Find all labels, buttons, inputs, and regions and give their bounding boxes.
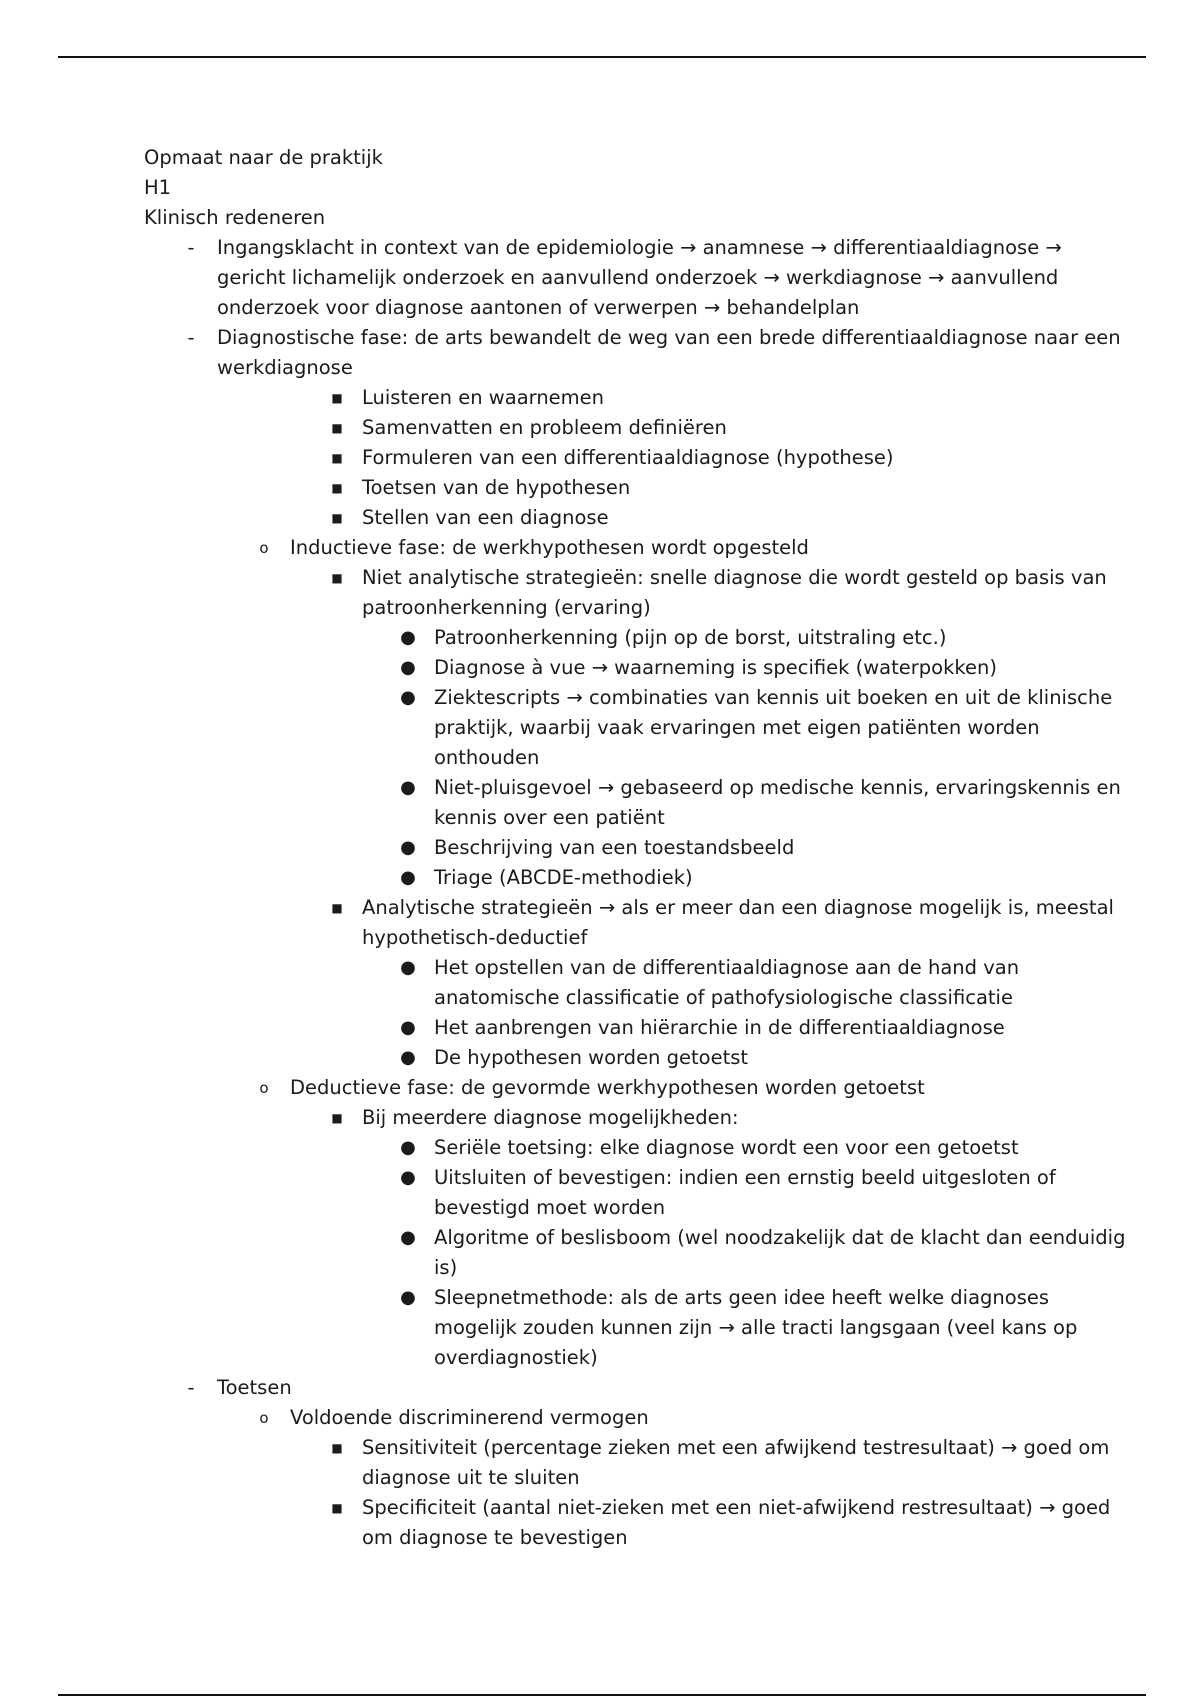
square-bullet-icon: ■	[331, 1501, 343, 1515]
top-rule	[58, 56, 1146, 58]
dot-bullet-icon: ●	[400, 1287, 416, 1308]
list-item: ● Het aanbrengen van hiërarchie in de differentiaaldiagnose	[144, 1013, 1134, 1043]
list-item: ● Het opstellen van de differentiaaldiagnose aan de hand van anatomische classificatie of pathofysiologische classificatie	[144, 953, 1134, 1013]
list-item: ● De hypothesen worden getoetst	[144, 1043, 1134, 1073]
list-item: o Voldoende discriminerend vermogen	[144, 1403, 1134, 1433]
list-item: ■ Toetsen van de hypothesen	[144, 473, 1134, 503]
dot-bullet-icon: ●	[400, 1167, 416, 1188]
dot-bullet-icon: ●	[400, 1047, 416, 1068]
dot-bullet-icon: ●	[400, 957, 416, 978]
section-heading: Klinisch redeneren	[144, 206, 326, 229]
list-item: ● Beschrijving van een toestandsbeeld	[144, 833, 1134, 863]
list-item: - Toetsen	[144, 1373, 1134, 1403]
bottom-rule	[58, 1694, 1146, 1696]
dash-marker: -	[187, 236, 195, 259]
document-title: Opmaat naar de praktijk	[144, 146, 383, 169]
circle-bullet-icon: o	[259, 539, 269, 557]
square-bullet-icon: ■	[331, 391, 343, 405]
square-bullet-icon: ■	[331, 571, 343, 585]
square-bullet-icon: ■	[331, 1441, 343, 1455]
list-item: ● Patroonherkenning (pijn op de borst, uitstraling etc.)	[144, 623, 1134, 653]
circle-bullet-icon: o	[259, 1409, 269, 1427]
square-bullet-icon: ■	[331, 901, 343, 915]
list-item: ● Uitsluiten of bevestigen: indien een ernstig beeld uitgesloten of bevestigd moet worden	[144, 1163, 1134, 1223]
list-item: - Ingangsklacht in context van de epidemiologie → anamnese → differentiaaldiagnose → gericht lichamelijk onderzoek en aanvullend onderzoek → werkdiagnose → aanvullend onderzoek voor diagnose aantonen of verwerpen → behandelplan	[144, 233, 1134, 323]
list-item: ■ Niet analytische strategieën: snelle diagnose die wordt gesteld op basis van patroonherkenning (ervaring)	[144, 563, 1134, 623]
list-item: ■ Specificiteit (aantal niet-zieken met een niet-afwijkend restresultaat) → goed om diagnose te bevestigen	[144, 1493, 1134, 1553]
list-item: ● Algoritme of beslisboom (wel noodzakelijk dat de klacht dan eenduidig is)	[144, 1223, 1134, 1283]
dot-bullet-icon: ●	[400, 627, 416, 648]
list-item: ■ Bij meerdere diagnose mogelijkheden:	[144, 1103, 1134, 1133]
dot-bullet-icon: ●	[400, 777, 416, 798]
list-item: ■ Analytische strategieën → als er meer dan een diagnose mogelijk is, meestal hypothetisch-deductief	[144, 893, 1134, 953]
list-item: ● Sleepnetmethode: als de arts geen idee heeft welke diagnoses mogelijk zouden kunnen zijn → alle tracti langsgaan (veel kans op overdiagnostiek)	[144, 1283, 1134, 1373]
dash-marker: -	[187, 326, 195, 349]
document-body	[144, 143, 1134, 1553]
list-item: ■ Formuleren van een differentiaaldiagnose (hypothese)	[144, 443, 1134, 473]
list-item: o Deductieve fase: de gevormde werkhypothesen worden getoetst	[144, 1073, 1134, 1103]
chapter-heading: H1	[144, 176, 172, 199]
circle-bullet-icon: o	[259, 1079, 269, 1097]
list-item: ■ Samenvatten en probleem definiëren	[144, 413, 1134, 443]
dot-bullet-icon: ●	[400, 1017, 416, 1038]
list-item: ● Triage (ABCDE-methodiek)	[144, 863, 1134, 893]
list-item: ■ Sensitiviteit (percentage zieken met een afwijkend testresultaat) → goed om diagnose uit te sluiten	[144, 1433, 1134, 1493]
square-bullet-icon: ■	[331, 511, 343, 525]
dot-bullet-icon: ●	[400, 1137, 416, 1158]
list-item: ● Ziektescripts → combinaties van kennis uit boeken en uit de klinische praktijk, waarbij vaak ervaringen met eigen patiënten worden onthouden	[144, 683, 1134, 773]
square-bullet-icon: ■	[331, 1111, 343, 1125]
square-bullet-icon: ■	[331, 421, 343, 435]
list-item: ■ Stellen van een diagnose	[144, 503, 1134, 533]
list-item: ● Seriële toetsing: elke diagnose wordt een voor een getoetst	[144, 1133, 1134, 1163]
square-bullet-icon: ■	[331, 481, 343, 495]
list-item: ● Niet-pluisgevoel → gebaseerd op medische kennis, ervaringskennis en kennis over een patiënt	[144, 773, 1134, 833]
dot-bullet-icon: ●	[400, 867, 416, 888]
list-item: - Diagnostische fase: de arts bewandelt de weg van een brede differentiaaldiagnose naar een werkdiagnose	[144, 323, 1134, 383]
square-bullet-icon: ■	[331, 451, 343, 465]
list-item: o Inductieve fase: de werkhypothesen wordt opgesteld	[144, 533, 1134, 563]
dot-bullet-icon: ●	[400, 687, 416, 708]
dot-bullet-icon: ●	[400, 657, 416, 678]
dot-bullet-icon: ●	[400, 837, 416, 858]
list-item: ● Diagnose à vue → waarneming is specifiek (waterpokken)	[144, 653, 1134, 683]
dash-marker: -	[187, 1376, 195, 1399]
dot-bullet-icon: ●	[400, 1227, 416, 1248]
list-item: ■ Luisteren en waarnemen	[144, 383, 1134, 413]
